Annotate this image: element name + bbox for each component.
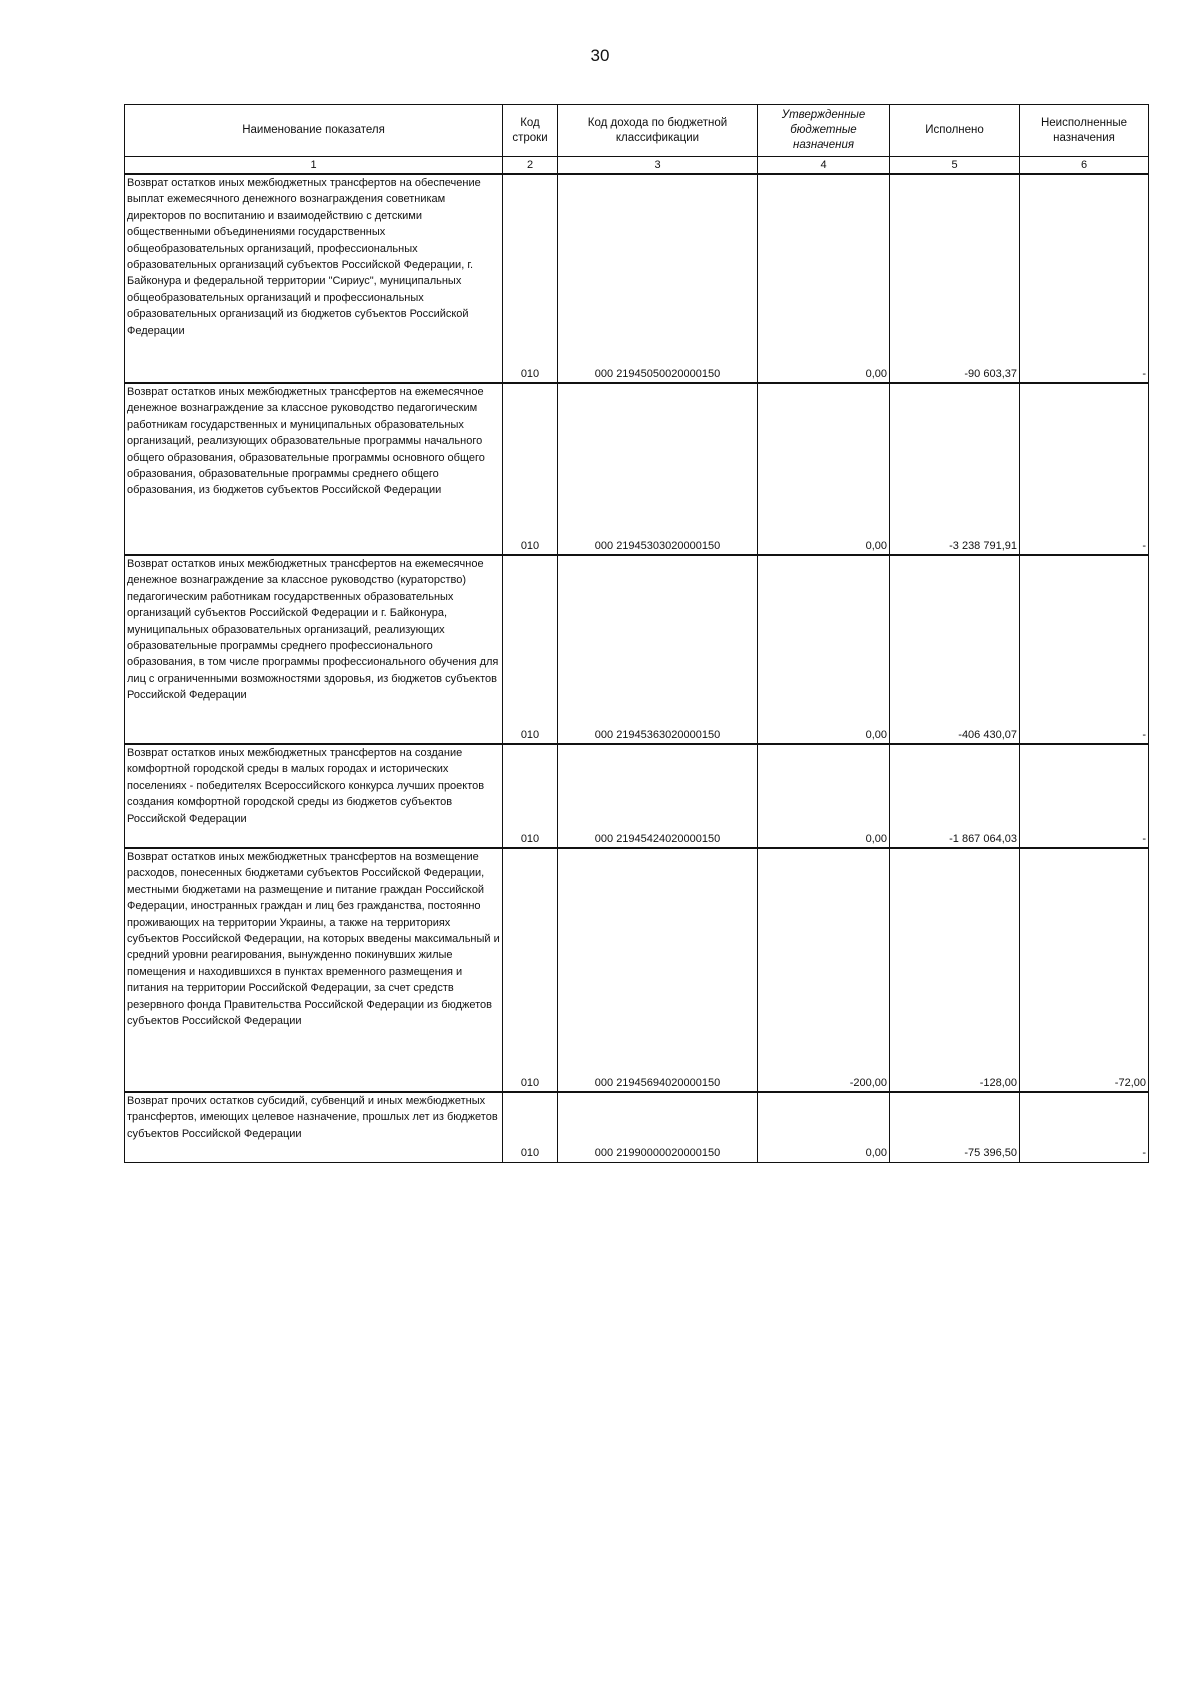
line-code: 010 xyxy=(503,1092,558,1162)
income-code: 000 21945050020000150 xyxy=(558,174,758,383)
executed-amount: -3 238 791,91 xyxy=(890,383,1020,555)
indicator-name: Возврат остатков иных межбюджетных трансфертов на создание комфортной городской среды в малых городах и исторических поселениях - победителях Всероссийского конкурса лучших проектов создания комфортной городской среды из бюджетов субъектов Российской Федерации xyxy=(125,744,503,848)
income-code: 000 21990000020000150 xyxy=(558,1092,758,1162)
page-number: 30 xyxy=(590,46,610,65)
budget-execution-table xyxy=(124,104,1149,1163)
header-unexecuted: Неисполненные назначения xyxy=(1020,105,1149,157)
income-code: 000 21945303020000150 xyxy=(558,383,758,555)
table-header-row xyxy=(125,105,1149,157)
approved-amount: -200,00 xyxy=(758,848,890,1092)
indicator-name: Возврат остатков иных межбюджетных трансфертов на возмещение расходов, понесенных бюджетами субъектов Российской Федерации, местными бюджетами на размещение и питание граждан Российской Федерации, иностранных граждан и лиц без гражданства, постоянно проживающих на территории Украины, а также на территориях субъектов Российской Федерации, на которых введены максимальный и средний уровни реагирования, вынужденно покинувших жилые помещения и находившихся в пунктах временного размещения и питания на территории Российской Федерации, за счет средств резервного фонда Правительства Российской Федерации из бюджетов субъектов Российской Федерации xyxy=(125,848,503,1092)
executed-amount: -75 396,50 xyxy=(890,1092,1020,1162)
indicator-name: Возврат остатков иных межбюджетных трансфертов на обеспечение выплат ежемесячного денежного вознаграждения советникам директоров по воспитанию и взаимодействию с детскими общественными объединениями государственных общеобразовательных организаций, профессиональных образовательных организаций субъектов Российской Федерации, г. Байконура и федеральной территории "Сириус", муниципальных общеобразовательных организаций и профессиональных образовательных организаций из бюджетов субъектов Российской Федерации xyxy=(125,174,503,383)
table-row xyxy=(125,555,1149,744)
table-row xyxy=(125,383,1149,555)
approved-amount: 0,00 xyxy=(758,555,890,744)
line-code: 010 xyxy=(503,555,558,744)
approved-amount: 0,00 xyxy=(758,1092,890,1162)
column-number-row xyxy=(125,157,1149,175)
unexecuted-amount: - xyxy=(1020,555,1149,744)
column-number: 4 xyxy=(758,157,890,175)
income-code: 000 21945363020000150 xyxy=(558,555,758,744)
column-number: 3 xyxy=(558,157,758,175)
approved-amount: 0,00 xyxy=(758,744,890,848)
income-code: 000 21945424020000150 xyxy=(558,744,758,848)
unexecuted-amount: - xyxy=(1020,383,1149,555)
line-code: 010 xyxy=(503,848,558,1092)
column-number: 5 xyxy=(890,157,1020,175)
executed-amount: -90 603,37 xyxy=(890,174,1020,383)
table-row xyxy=(125,174,1149,383)
line-code: 010 xyxy=(503,174,558,383)
header-income-code: Код дохода по бюджетной классификации xyxy=(558,105,758,157)
line-code: 010 xyxy=(503,744,558,848)
column-number: 2 xyxy=(503,157,558,175)
executed-amount: -128,00 xyxy=(890,848,1020,1092)
header-line-code: Код строки xyxy=(503,105,558,157)
indicator-name: Возврат остатков иных межбюджетных трансфертов на ежемесячное денежное вознаграждение за классное руководство педагогическим работникам государственных и муниципальных образовательных организаций, реализующих образовательные программы начального общего образования, образовательные программы основного общего образования, образовательные программы среднего общего образования, из бюджетов субъектов Российской Федерации xyxy=(125,383,503,555)
table-row xyxy=(125,848,1149,1092)
header-executed: Исполнено xyxy=(890,105,1020,157)
table-row xyxy=(125,1092,1149,1162)
income-code: 000 21945694020000150 xyxy=(558,848,758,1092)
executed-amount: -406 430,07 xyxy=(890,555,1020,744)
line-code: 010 xyxy=(503,383,558,555)
header-indicator-name: Наименование показателя xyxy=(125,105,503,157)
unexecuted-amount: -72,00 xyxy=(1020,848,1149,1092)
unexecuted-amount: - xyxy=(1020,1092,1149,1162)
unexecuted-amount: - xyxy=(1020,744,1149,848)
indicator-name: Возврат прочих остатков субсидий, субвенций и иных межбюджетных трансфертов, имеющих целевое назначение, прошлых лет из бюджетов субъектов Российской Федерации xyxy=(125,1092,503,1162)
approved-amount: 0,00 xyxy=(758,383,890,555)
table-row xyxy=(125,744,1149,848)
executed-amount: -1 867 064,03 xyxy=(890,744,1020,848)
approved-amount: 0,00 xyxy=(758,174,890,383)
header-approved: Утвержденные бюджетные назначения xyxy=(758,105,890,157)
column-number: 6 xyxy=(1020,157,1149,175)
unexecuted-amount: - xyxy=(1020,174,1149,383)
column-number: 1 xyxy=(125,157,503,175)
indicator-name: Возврат остатков иных межбюджетных трансфертов на ежемесячное денежное вознаграждение за классное руководство (кураторство) педагогическим работникам государственных образовательных организаций субъектов Российской Федерации и г. Байконура, муниципальных образовательных организаций, реализующих образовательные программы среднего профессионального образования, в том числе программы профессионального обучения для лиц с ограниченными возможностями здоровья, из бюджетов субъектов Российской Федерации xyxy=(125,555,503,744)
